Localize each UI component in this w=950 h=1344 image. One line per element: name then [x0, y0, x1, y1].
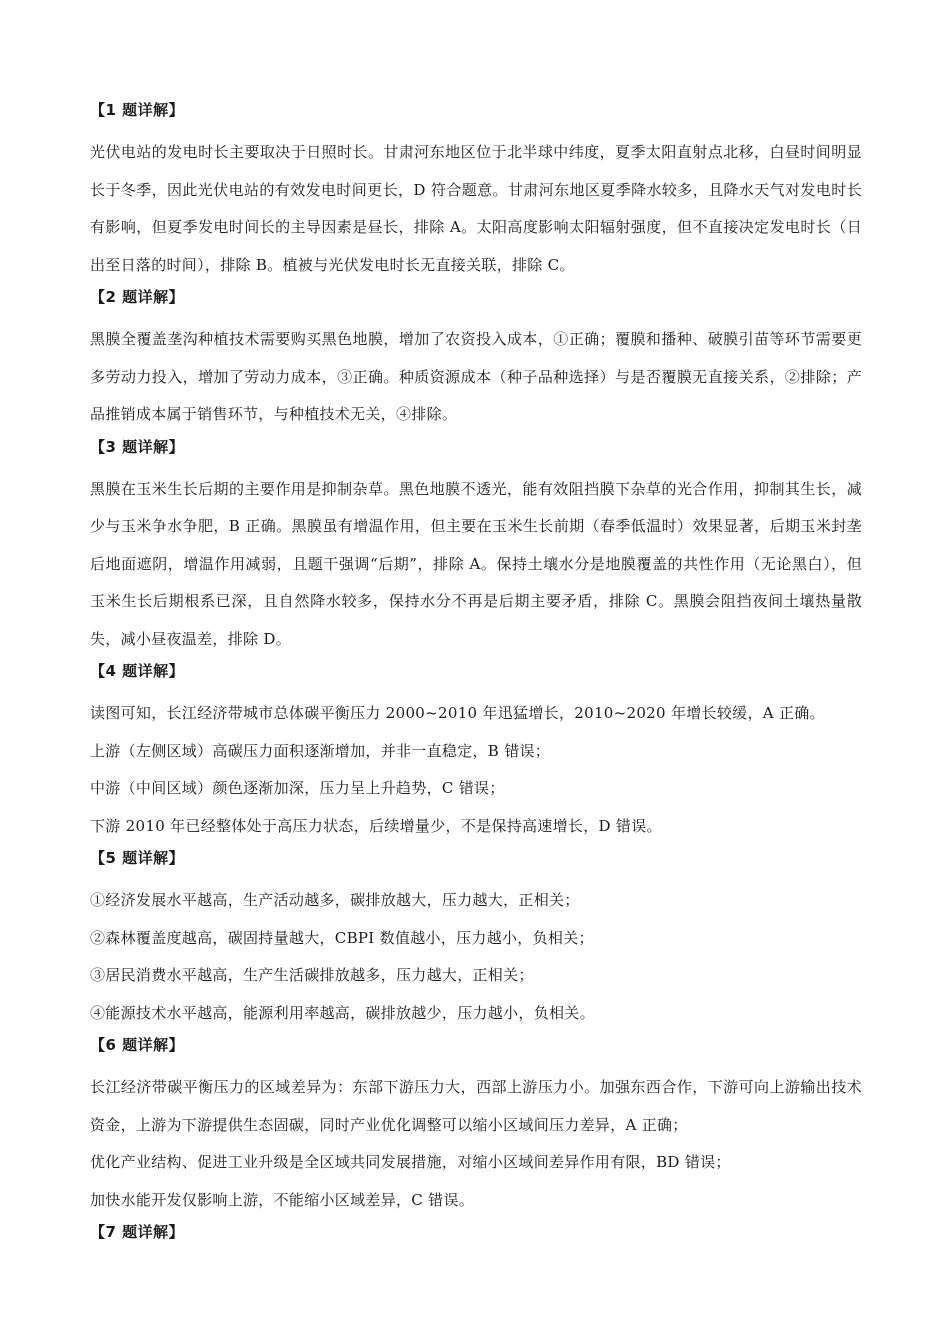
paragraph: ③居民消费水平越高，生产生活碳排放越多，压力越大，正相关； — [90, 966, 534, 984]
paragraph: 黑膜全覆盖垄沟种植技术需要购买黑色地膜，增加了农资投入成本，①正确；覆膜和播种、破膜引苗等环节需要更多劳动力投入，增加了劳动力成本，③正确。种质资源成本（种子品种选择）与是否覆膜无直接关系，②排除；产品推销成本属于销售环节，与种植技术无关，④排除。 — [90, 330, 862, 423]
paragraph: 优化产业结构、促进工业升级是全区域共同发展措施，对缩小区域间差异作用有限，BD 错误； — [90, 1153, 731, 1171]
paragraph: ④能源技术水平越高，能源利用率越高，碳排放越少，压力越小，负相关。 — [90, 1003, 595, 1022]
section-q4 — [90, 658, 862, 845]
section-heading: 【7 题详解】 — [90, 1223, 185, 1241]
section-heading: 【5 题详解】 — [90, 849, 185, 867]
answer-explanations — [90, 97, 862, 1256]
section-heading: 【3 题详解】 — [90, 437, 185, 456]
section-heading: 【2 题详解】 — [90, 288, 185, 306]
section-q5 — [90, 845, 862, 1032]
section-heading: 【1 题详解】 — [90, 101, 185, 119]
paragraph: 光伏电站的发电时长主要取决于日照时长。甘肃河东地区位于北半球中纬度，夏季太阳直射点北移，白昼时间明显长于冬季，因此光伏电站的有效发电时间更长，D 符合题意。甘肃河东地区夏季降水较多，且降水天气对发电时长有影响，但夏季发电时间长的主导因素是昼长，排除 A。太阳高度影响太阳辐射强度，但不直接决定发电时长（日出至日落的时间），排除 B。植被与光伏发电时长无直接关联，排除 C。 — [90, 143, 862, 274]
paragraph: 下游 2010 年已经整体处于高压力状态，后续增量少，不是保持高速增长，D 错误。 — [90, 816, 662, 835]
section-q7 — [90, 1219, 862, 1245]
paragraph: 黑膜在玉米生长后期的主要作用是抑制杂草。黑色地膜不透光，能有效阻挡膜下杂草的光合作用，抑制其生长，减少与玉米争水争肥，B 正确。黑膜虽有增温作用，但主要在玉米生长前期（春季低温时）效果显著，后期玉米封垄后地面遮阴，增温作用减弱，且题干强调“后期”，排除 A。保持土壤水分是地膜覆盖的共性作用（无论黑白），但玉米生长后期根系已深，且自然降水较多，保持水分不再是后期主要矛盾，排除 C。黑膜会阻挡夜间土壤热量散失，减小昼夜温差，排除 D。 — [90, 479, 862, 648]
paragraph: ①经济发展水平越高，生产活动越多，碳排放越大，压力越大，正相关； — [90, 891, 580, 909]
paragraph: 长江经济带碳平衡压力的区域差异为：东部下游压力大，西部上游压力小。加强东西合作，下游可向上游输出技术资金，上游为下游提供生态固碳，同时产业优化调整可以缩小区域间压力差异，A 正确； — [90, 1078, 862, 1134]
section-q1 — [90, 97, 862, 284]
paragraph: 加快水能开发仅影响上游，不能缩小区域差异，C 错误。 — [90, 1190, 475, 1209]
paragraph: 读图可知，长江经济带城市总体碳平衡压力 2000~2010 年迅猛增长，2010~2020 年增长较缓，A 正确。 — [90, 704, 825, 722]
section-q2 — [90, 284, 862, 434]
paragraph: 上游（左侧区域）高碳压力面积逐渐增加，并非一直稳定，B 错误； — [90, 741, 551, 760]
section-heading: 【4 题详解】 — [90, 662, 185, 680]
section-q3 — [90, 434, 862, 659]
paragraph: ②森林覆盖度越高，碳固持量越大，CBPI 数值越小，压力越小，负相关； — [90, 928, 594, 947]
section-heading: 【6 题详解】 — [90, 1036, 185, 1054]
paragraph: 中游（中间区域）颜色逐渐加深，压力呈上升趋势，C 错误； — [90, 779, 505, 797]
section-q6 — [90, 1032, 862, 1219]
